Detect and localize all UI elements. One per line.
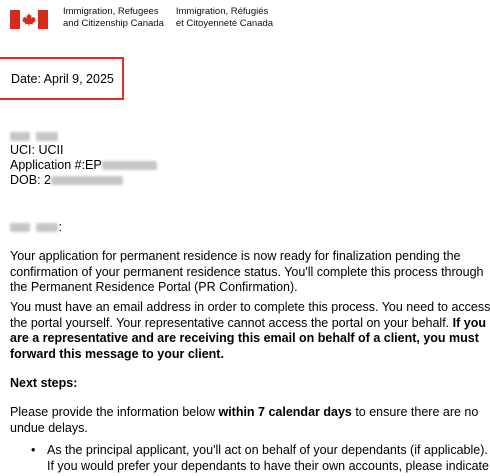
dob-label: DOB: 2 (10, 173, 51, 187)
paragraph-line: confirmation of your permanent residence status. You'll complete this process through (10, 264, 484, 279)
dob-line (10, 173, 123, 188)
paragraph-line: Your application for permanent residence is now ready for finalization pending the (10, 249, 461, 263)
paragraph-email-requirement (10, 300, 490, 362)
paragraph-text: the portal yourself. Your representative cannot access the portal on your behalf. (10, 315, 453, 330)
paragraph-line: the Permanent Residence Portal (PR Confirmation). (10, 280, 298, 294)
redacted-dob (51, 176, 123, 185)
government-header (10, 6, 273, 36)
redacted-greeting-first (10, 223, 30, 232)
uci-line: UCI: UCII (10, 143, 64, 157)
paragraph-line: are a representative and are receiving this email on behalf of a client, you must (10, 331, 479, 345)
paragraph-emphasis: If you (452, 315, 486, 330)
paragraph-text: Please provide the information below (10, 405, 219, 419)
application-number-line (10, 158, 157, 173)
bullet-marker: • (31, 443, 36, 457)
letter-date: Date: April 9, 2025 (11, 72, 114, 86)
paragraph-line (10, 405, 478, 421)
paragraph-line (10, 316, 490, 332)
redacted-greeting-last (36, 223, 58, 232)
bullet-line: If you would prefer your dependants to have their own accounts, please indicate (47, 458, 489, 473)
paragraph-text: to ensure there are no (351, 405, 479, 419)
paragraph-provide-info (10, 405, 478, 436)
paragraph-line: undue delays. (10, 420, 88, 435)
maple-leaf-icon (22, 13, 36, 26)
application-number-label: Application #:EP (10, 158, 102, 172)
redacted-last-name (36, 132, 58, 141)
paragraph-emphasis: within 7 calendar days (218, 405, 352, 419)
applicant-name (10, 129, 58, 144)
bullet-item-principal-applicant (47, 443, 489, 474)
bullet-line: As the principal applicant, you'll act on behalf of your dependants (if applicable). (47, 443, 488, 457)
greeting-colon: : (58, 220, 62, 234)
greeting-line (10, 220, 62, 235)
next-steps-heading: Next steps: (10, 376, 78, 390)
canada-flag-icon (10, 10, 48, 29)
department-name-french: Immigration, Réfugiés et Citoyenneté Canada (175, 6, 274, 29)
redacted-application-number (102, 161, 157, 170)
department-name-english: Immigration, Refugees and Citizenship Canada (63, 6, 164, 29)
redacted-first-name (10, 132, 30, 141)
paragraph-line: You must have an email address in order to complete this process. You need to access (10, 300, 490, 314)
paragraph-line: forward this message to your client. (10, 346, 224, 361)
paragraph-application-ready (10, 249, 483, 296)
